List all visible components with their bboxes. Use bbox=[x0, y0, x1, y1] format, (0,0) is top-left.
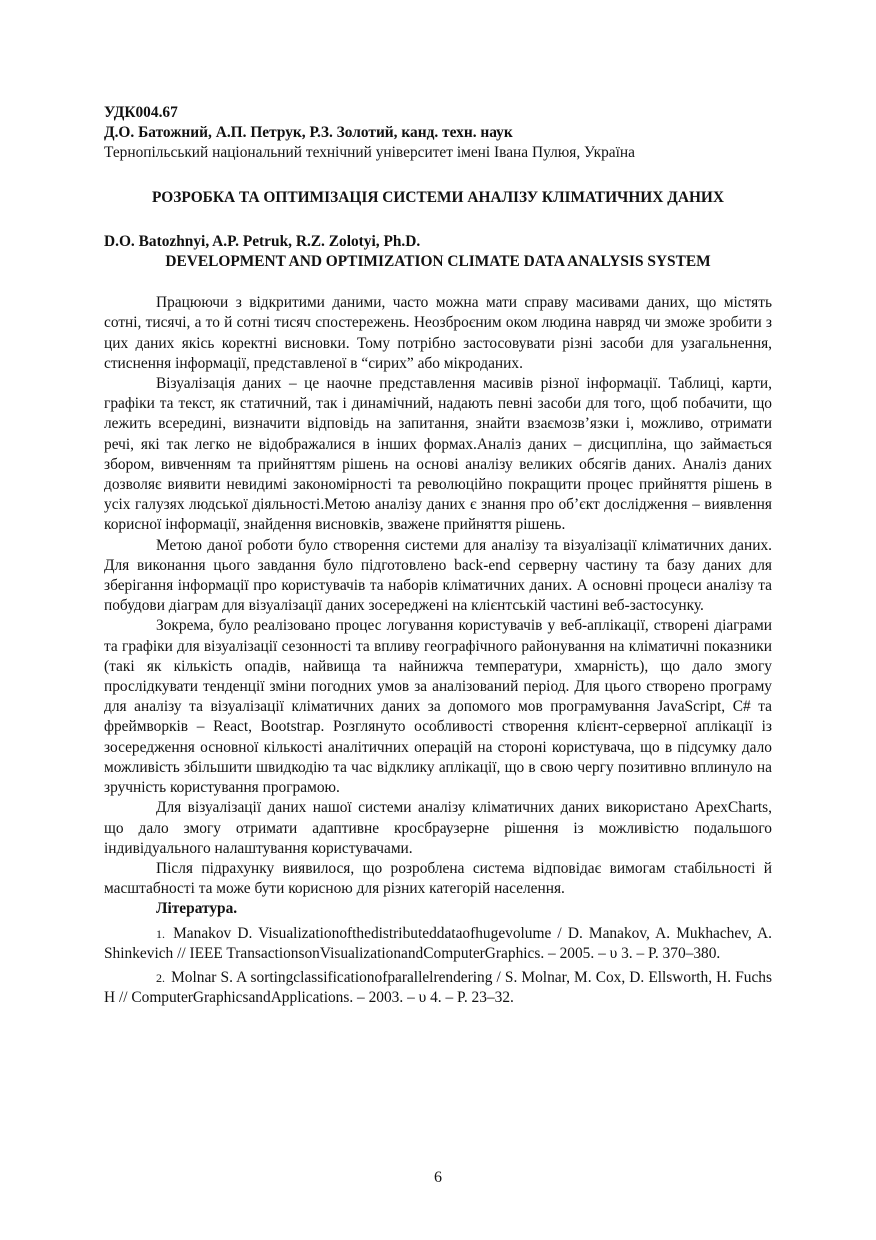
literature-heading: Література. bbox=[156, 900, 238, 918]
body-paragraph-1: Працюючи з відкритими даними, часто можна мати справу масивами даних, що містять сотні, тисячі, а то й сотні тисяч спостережень. Неозброєним оком людина навряд чи зможе зробити з цих даних якісь коректні висновки. Тому потрібно застосовувати різні засоби для узагальнення, стиснення інформації, представленої в “сирих” або мікроданих. bbox=[104, 294, 772, 372]
body-paragraph-5: Для візуалізації даних нашої системи аналізу кліматичних даних використано ApexCharts, що дало змогу отримати адаптивне кросбраузерне рішення із можливістю подальшого індивідуального налаштування користувачами. bbox=[104, 799, 772, 857]
reference-text: Manakov D. Visualizationofthedistributeddataofhugevolume / D. Manakov, A. Mukhachev, A. Shinkevich // IEEE TransactionsonVisualizationandComputerGraphics. – 2005. – υ 3. – P. 370–380. bbox=[104, 924, 772, 962]
reference-item-2 bbox=[104, 968, 772, 1008]
paper-title-uk: РОЗРОБКА ТА ОПТИМІЗАЦІЯ СИСТЕМИ АНАЛІЗУ КЛІМАТИЧНИХ ДАНИХ bbox=[151, 188, 725, 206]
body-paragraph-2: Візуалізація даних – це наочне представлення масивів різної інформації. Таблиці, карти, графіки та текст, як статичний, так і динамічний, надають певні засоби для того, щоб побачити, що лежить всередині, визначити відповідь на запитання, знайти взаємозв’язки і, можливо, отримати речі, які так легко не відображалися в інших формах.Аналіз даних – дисципліна, що займається збором, вивченням та прийняттям рішень на основі аналізу великих обсягів даних. Аналіз даних дозволяє виявити невидимі закономірності та революційно покращити процес прийняття рішень в усіх галузях людської діяльності.Метою аналізу даних є знання про об’єкт дослідження – виявлення корисної інформації, знайдення висновків, зважене прийняття рішень. bbox=[104, 375, 772, 534]
page-number: 6 bbox=[434, 1169, 442, 1186]
reference-text: Molnar S. A sortingclassificationofparallelrendering / S. Molnar, M. Cox, D. Ellsworth, H. Fuchs H // ComputerGraphicsandApplications. – 2003. – υ 4. – P. 23–32. bbox=[104, 968, 772, 1007]
body-paragraph-6: Після підрахунку виявилося, що розроблена система відповідає вимогам стабільності й масштабності та може бути корисною для різних категорій населення. bbox=[104, 859, 772, 898]
body-paragraph-3: Метою даної роботи було створення системи для аналізу та візуалізації кліматичних даних. Для виконання цього завдання було підготовлено back-end серверну частину та базу даних для зберігання інформації про користувачів та наборів кліматичних даних. А основні процеси аналізу та побудови діаграм для візуалізації даних зосереджені на клієнтській частині веб-застосунку. bbox=[104, 536, 772, 615]
affiliation: Тернопільський національний технічний університет імені Івана Пулюя, Україна bbox=[104, 144, 635, 162]
reference-item-1 bbox=[104, 924, 772, 964]
udc-code: УДК004.67 bbox=[104, 104, 178, 121]
authors-en: D.O. Batozhnyi, A.P. Petruk, R.Z. Zolotyi, Ph.D. bbox=[104, 232, 421, 250]
paper-title-en: DEVELOPMENT AND OPTIMIZATION CLIMATE DATA ANALYSIS SYSTEM bbox=[165, 253, 711, 271]
reference-number: 1. bbox=[156, 926, 165, 941]
authors-uk: Д.О. Батожний, А.П. Петрук, Р.З. Золотий, канд. техн. наук bbox=[104, 124, 513, 142]
page-content bbox=[104, 103, 772, 1008]
reference-number: 2. bbox=[156, 970, 165, 985]
body-paragraph-4: Зокрема, було реалізовано процес логування користувачів у веб-аплікації, створені діаграми та графіки для візуалізації сезонності та впливу географічного районування на кліматичні показники (такі як кількість опадів, найвища та найнижча температури, хмарність), що дало змогу прослідкувати тенденції зміни погодних умов за аналізований період. Для цього створено програму для аналізу та візуалізації кліматичних даних за допомого мов програмування JavaScript, C# та фреймворків – React, Bootstrap. Розглянуто особливості створення клієнт-серверної аплікації із зосередження основної кількості аналітичних операцій на стороні користувача, що в підсумку дало можливість збільшити швидкодію та час відклику аплікації, що в свою чергу позитивно вплинуло на зручність користування програмою. bbox=[104, 617, 772, 797]
